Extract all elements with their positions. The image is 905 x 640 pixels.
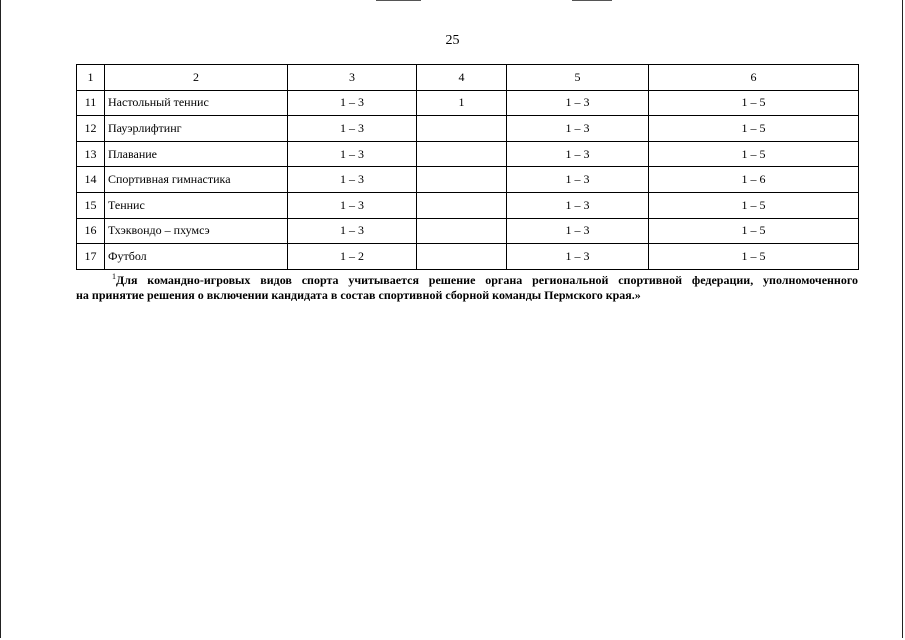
page-top-mark: [376, 0, 421, 1]
value-cell: 1 – 3: [288, 116, 417, 142]
value-cell: 1 – 3: [507, 192, 649, 218]
value-cell: 1 – 3: [507, 90, 649, 116]
header-cell: 4: [417, 65, 507, 91]
value-cell: [417, 218, 507, 244]
value-cell: 1 – 5: [649, 192, 859, 218]
value-cell: 1 – 3: [507, 218, 649, 244]
header-cell: 6: [649, 65, 859, 91]
value-cell: [417, 167, 507, 193]
header-cell: 1: [77, 65, 105, 91]
value-cell: 1 – 3: [288, 192, 417, 218]
footnote-line-1: [76, 273, 858, 288]
footnote-text-2: на принятие решения о включении кандидата в состав спортивной сборной команды Пермского края.»: [76, 288, 641, 302]
table-row: [77, 90, 859, 116]
value-cell: [417, 192, 507, 218]
row-number-cell: 15: [77, 192, 105, 218]
value-cell: 1 – 3: [507, 167, 649, 193]
footnote-text-1: Для командно-игровых видов спорта учитывается решение органа региональной спортивной федерации, уполномоченного: [116, 273, 858, 287]
value-cell: 1 – 3: [507, 244, 649, 270]
page-top-mark: [572, 0, 612, 1]
table-row: [77, 244, 859, 270]
value-cell: 1 – 2: [288, 244, 417, 270]
value-cell: 1 – 5: [649, 90, 859, 116]
value-cell: 1 – 5: [649, 218, 859, 244]
value-cell: 1 – 3: [288, 141, 417, 167]
sport-name-cell: Тхэквондо – пхумсэ: [105, 218, 288, 244]
value-cell: 1 – 5: [649, 116, 859, 142]
value-cell: [417, 141, 507, 167]
value-cell: 1 – 3: [288, 167, 417, 193]
footnote-marker: 1: [112, 272, 116, 281]
row-number-cell: 14: [77, 167, 105, 193]
row-number-cell: 16: [77, 218, 105, 244]
value-cell: 1 – 5: [649, 244, 859, 270]
value-cell: 1 – 3: [288, 218, 417, 244]
value-cell: 1 – 5: [649, 141, 859, 167]
row-number-cell: 12: [77, 116, 105, 142]
row-number-cell: 11: [77, 90, 105, 116]
sport-name-cell: Настольный теннис: [105, 90, 288, 116]
value-cell: 1 – 6: [649, 167, 859, 193]
table-row: [77, 192, 859, 218]
table-row: [77, 218, 859, 244]
value-cell: 1 – 3: [288, 90, 417, 116]
page-number: 25: [445, 33, 460, 48]
table-header-row: [77, 65, 859, 91]
value-cell: 1 – 3: [507, 116, 649, 142]
footnote: [76, 273, 858, 303]
sport-name-cell: Плавание: [105, 141, 288, 167]
value-cell: [417, 244, 507, 270]
table-row: [77, 116, 859, 142]
value-cell: 1: [417, 90, 507, 116]
sports-table: [76, 64, 859, 270]
sport-name-cell: Футбол: [105, 244, 288, 270]
sport-name-cell: Спортивная гимнастика: [105, 167, 288, 193]
table-row: [77, 167, 859, 193]
value-cell: 1 – 3: [507, 141, 649, 167]
header-cell: 3: [288, 65, 417, 91]
header-cell: 2: [105, 65, 288, 91]
header-cell: 5: [507, 65, 649, 91]
value-cell: [417, 116, 507, 142]
table-row: [77, 141, 859, 167]
row-number-cell: 17: [77, 244, 105, 270]
sport-name-cell: Пауэрлифтинг: [105, 116, 288, 142]
row-number-cell: 13: [77, 141, 105, 167]
sport-name-cell: Теннис: [105, 192, 288, 218]
